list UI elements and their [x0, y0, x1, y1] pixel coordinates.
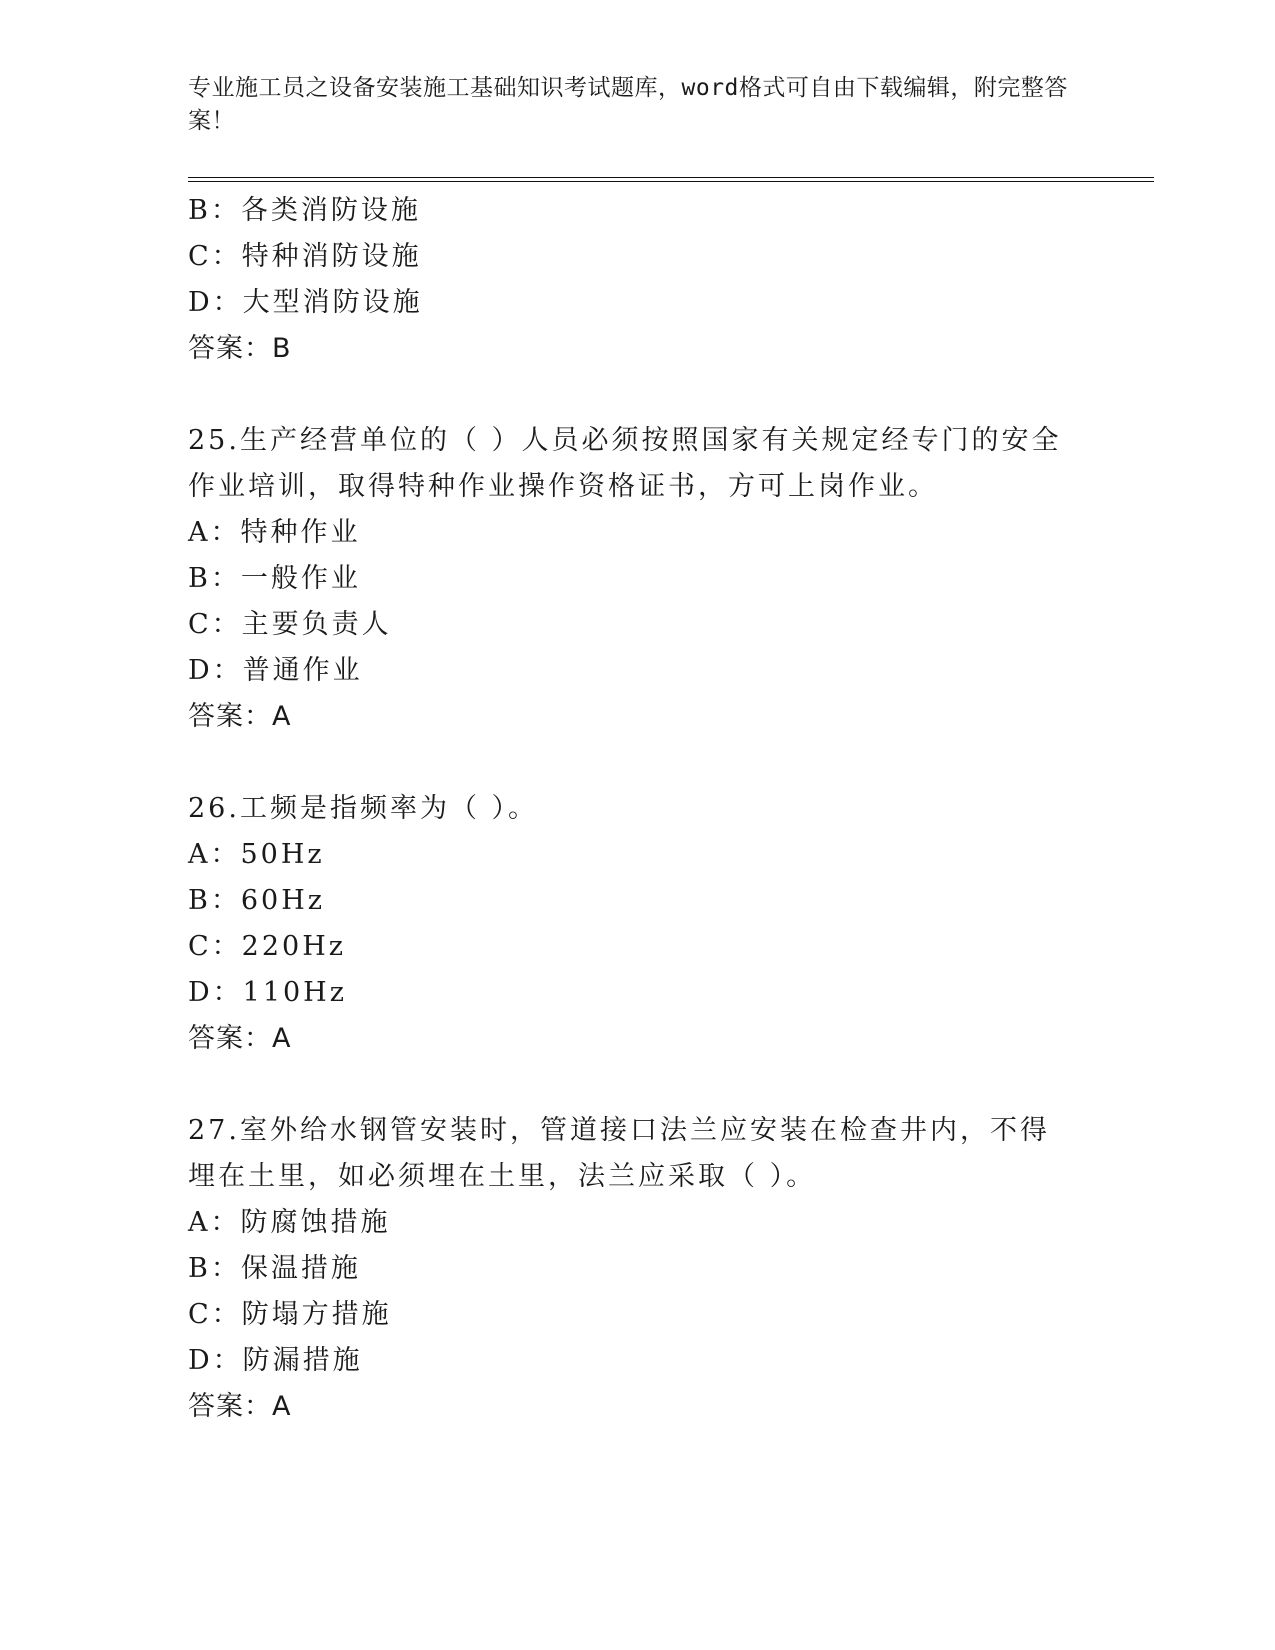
option-c: C：主要负责人	[188, 609, 392, 640]
option-b: B：保温措施	[188, 1253, 361, 1284]
option-d: D：普通作业	[188, 655, 363, 686]
question-24-continued	[188, 188, 1088, 372]
question-stem: 27.室外给水钢管安装时，管道接口法兰应安装在检查井内，不得埋在土里，如必须埋在土里，法兰应采取（ ）。	[188, 1115, 1050, 1192]
option-b: B：60Hz	[188, 885, 325, 916]
option-c: C：220Hz	[188, 931, 346, 962]
document-header: 专业施工员之设备安装施工基础知识考试题库，word格式可自由下载编辑，附完整答案！	[188, 75, 1068, 134]
header-divider	[188, 177, 1154, 182]
question-27	[188, 1108, 1088, 1430]
answer: 答案：A	[188, 1023, 292, 1054]
option-d: D：大型消防设施	[188, 287, 423, 318]
option-c: C：防塌方措施	[188, 1299, 392, 1330]
question-25	[188, 418, 1088, 740]
option-d: D：110Hz	[188, 977, 347, 1008]
answer: 答案：B	[188, 333, 292, 364]
question-list	[188, 188, 1088, 1430]
answer: 答案：A	[188, 1391, 292, 1422]
option-b: B：各类消防设施	[188, 195, 421, 226]
question-stem: 26.工频是指频率为（ ）。	[188, 793, 539, 824]
option-c: C：特种消防设施	[188, 241, 422, 272]
question-26	[188, 786, 1088, 1062]
question-stem: 25.生产经营单位的（ ）人员必须按照国家有关规定经专门的安全作业培训，取得特种作业操作资格证书，方可上岗作业。	[188, 425, 1062, 502]
option-a: A：防腐蚀措施	[188, 1207, 391, 1238]
answer: 答案：A	[188, 701, 292, 732]
option-d: D：防漏措施	[188, 1345, 363, 1376]
option-a: A：50Hz	[188, 839, 325, 870]
option-a: A：特种作业	[188, 517, 361, 548]
option-b: B：一般作业	[188, 563, 361, 594]
